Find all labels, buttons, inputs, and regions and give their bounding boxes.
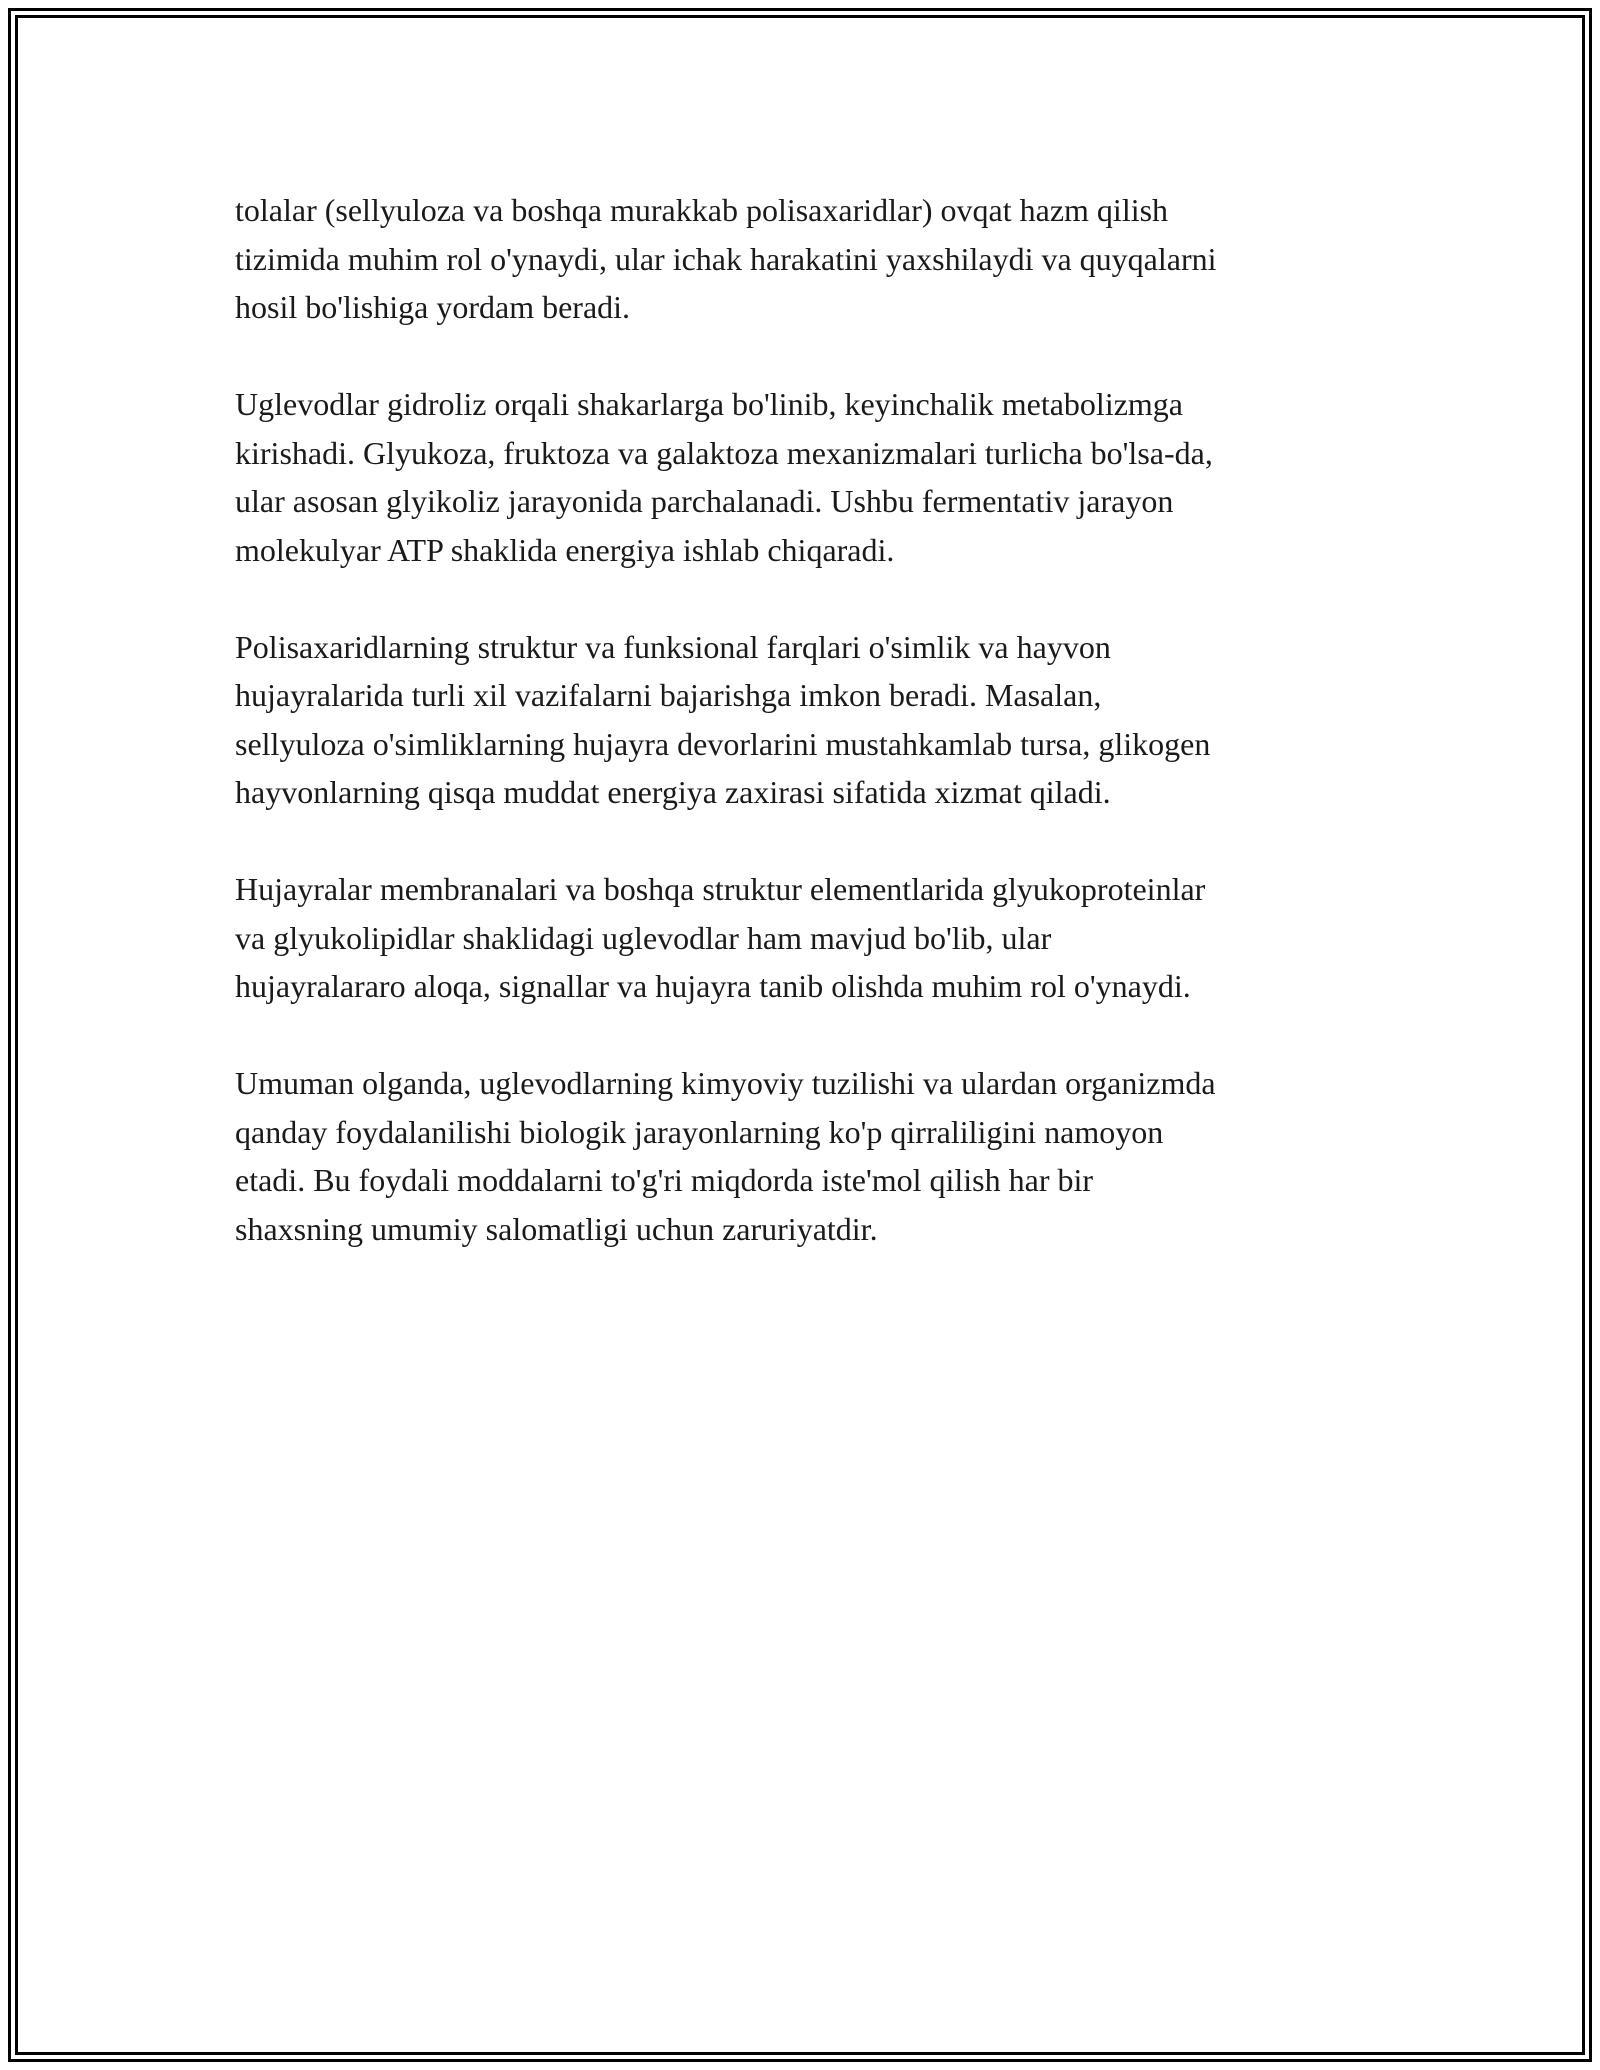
paragraph: Polisaxaridlarning struktur va funksional farqlari o'simlik va hayvon hujayralarida turli xil vazifalarni bajarishga imkon beradi. Masalan, sellyuloza o'simliklarning hujayra devorlarini mustahkamlab tursa, glikogen hayvonlarning qisqa muddat energiya zaxirasi sifatida xizmat qiladi. (235, 628, 1211, 810)
paragraph: Hujayralar membranalari va boshqa struktur elementlarida glyukoproteinlar va glyukolipidlar shaklidagi uglevodlar ham mavjud bo'lib, ular hujayralararo aloqa, signallar va hujayra tanib olishda muhim rol o'ynaydi. (235, 871, 1206, 1004)
paragraph: Uglevodlar gidroliz orqali shakarlarga bo'linib, keyinchalik metabolizmga kirishadi. Glyukoza, fruktoza va galaktoza mexanizmalari turlicha bo'lsa-da, ular asosan glyikoliz jarayonida parchalanadi. Ushbu fermentativ jarayon molekulyar ATP shaklida energiya ishlab chiqaradi. (235, 386, 1213, 568)
paragraph: tolalar (sellyuloza va boshqa murakkab polisaxaridlar) ovqat hazm qilish tizimida muhim rol o'ynaydi, ular ichak harakatini yaxshilaydi va quyqalarni hosil bo'lishiga yordam beradi. (235, 192, 1217, 325)
document-body (235, 186, 1395, 1302)
paragraph: Umuman olganda, uglevodlarning kimyoviy tuzilishi va ulardan organizmda qanday foydalanilishi biologik jarayonlarning ko'p qirraliligini namoyon etadi. Bu foydali moddalarni to'g'ri miqdorda iste'mol qilish har bir shaxsning umumiy salomatligi uchun zaruriyatdir. (235, 1065, 1216, 1247)
